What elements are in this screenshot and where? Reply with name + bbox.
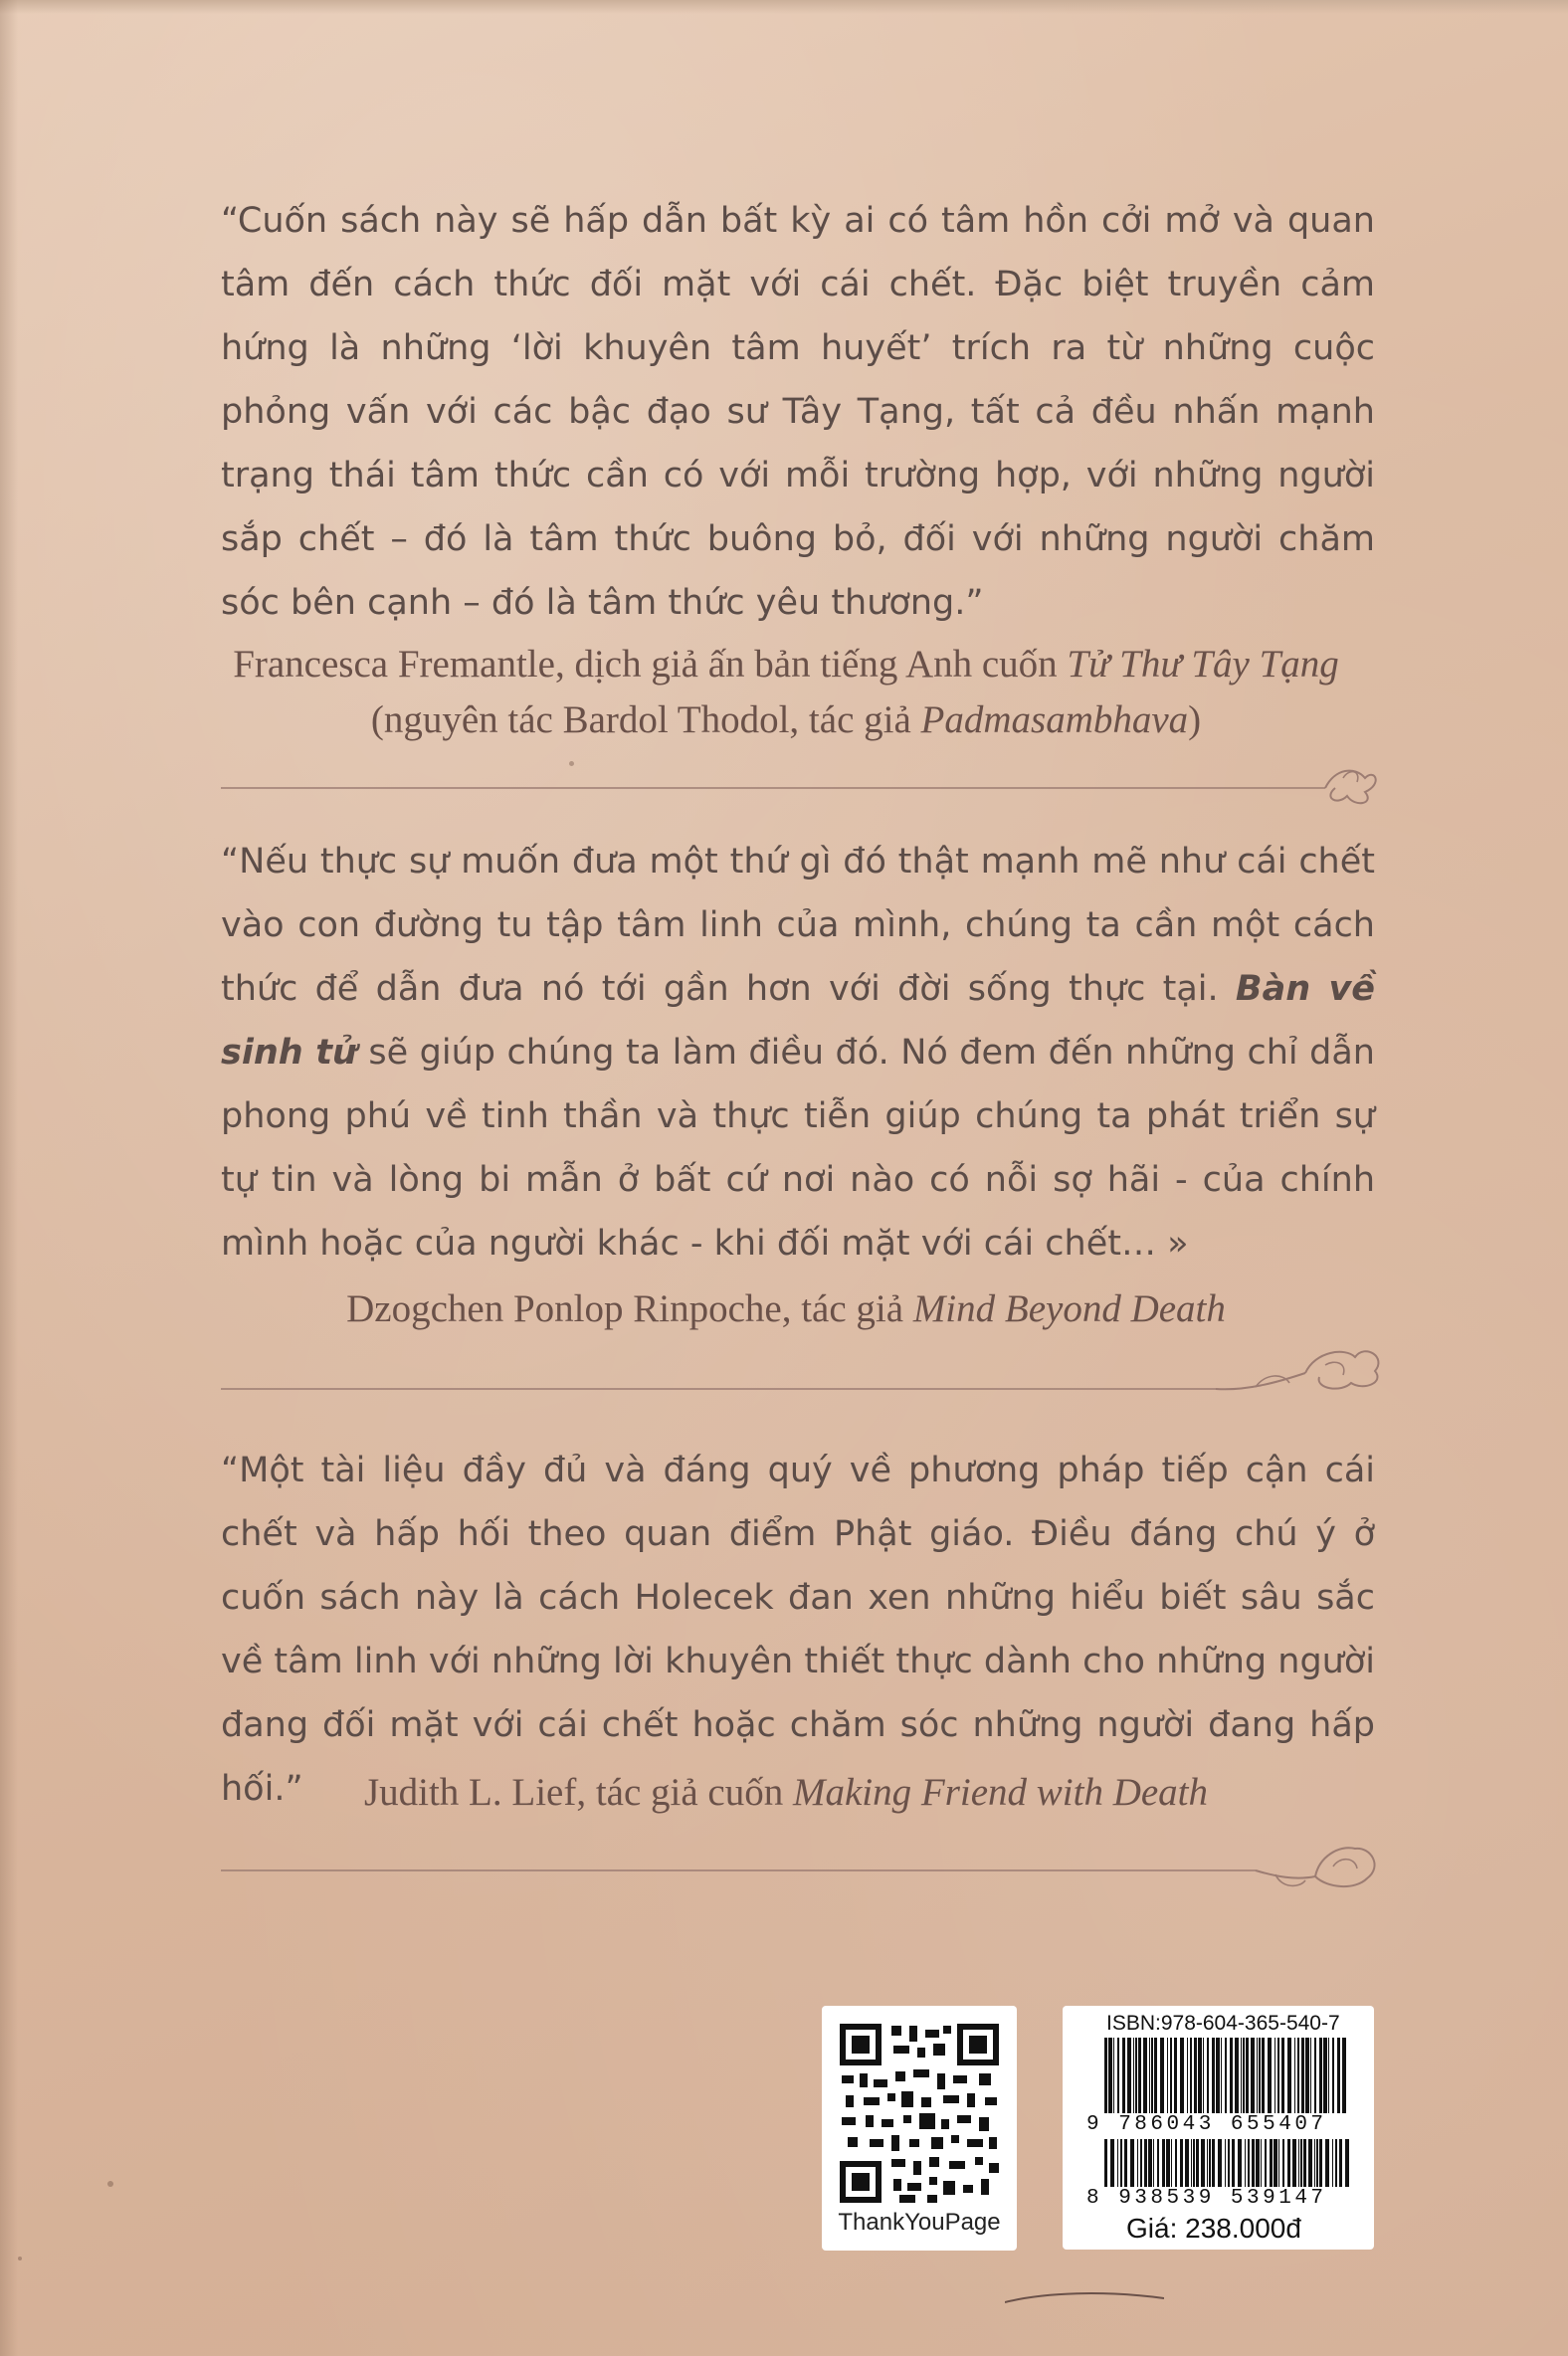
barcode-bar	[1305, 2038, 1309, 2113]
barcode-bar	[1180, 2139, 1183, 2187]
quote-1-text: “Cuốn sách này sẽ hấp dẫn bất kỳ ai có tâm hồn cởi mở và quan tâm đến cách thức đối mặt với cái chết. Đặc biệt truyền cảm hứng là những ‘lời khuyên tâm huyết’ trích ra từ những cuộc phỏng vấn với các bậc đạo sư Tây Tạng, tất cả đều nhấn mạnh trạng thái tâm thức cần có với mỗi trường hợp, với những người sắp chết – đó là tâm thức buông bỏ, đối với những người chăm sóc bên cạnh – đó là tâm thức yêu thương.”	[221, 201, 1375, 623]
barcode-bar	[1154, 2038, 1157, 2113]
quote-3-attribution-title: Making Friend with Death	[793, 1771, 1209, 1814]
quote-2-attribution-name: Dzogchen Ponlop Rinpoche, tác giả	[346, 1287, 913, 1330]
barcode-bar	[1212, 2038, 1215, 2113]
barcode-bar	[1281, 2038, 1284, 2113]
barcode-bar	[1117, 2139, 1118, 2187]
quote-1-attribution-author: Padmasambhava	[920, 698, 1189, 741]
barcode-bar	[1143, 2038, 1147, 2113]
barcode-bar	[1303, 2139, 1306, 2187]
barcode-bar	[1216, 2038, 1220, 2113]
barcode-bar	[1316, 2139, 1318, 2187]
barcode-bar	[1104, 2038, 1107, 2113]
barcode-bar	[1175, 2139, 1177, 2187]
floral-divider-1	[221, 748, 1385, 818]
barcode-bar	[1149, 2038, 1150, 2113]
quote-1-attribution-title: Tử Thư Tây Tạng	[1067, 643, 1339, 686]
barcode-bar	[1137, 2139, 1138, 2187]
barcode-bar	[1301, 2038, 1304, 2113]
barcode-bar	[1241, 2038, 1242, 2113]
barcode-bar	[1196, 2139, 1199, 2187]
barcode-bar	[1308, 2139, 1312, 2187]
barcode-bar	[1153, 2139, 1154, 2187]
quote-1	[221, 189, 1375, 635]
barcode-bar	[1292, 2139, 1296, 2187]
barcode-bar	[1122, 2038, 1125, 2113]
quote-1-attribution-name: Francesca Fremantle, dịch giả ấn bản tiếng Anh cuốn	[233, 643, 1068, 686]
barcode-bar	[1198, 2038, 1202, 2113]
barcode-bar	[1207, 2139, 1208, 2187]
barcode-bar	[1287, 2139, 1290, 2187]
price-label: Giá: 238.000đ	[1126, 2213, 1301, 2244]
barcode-bar	[1135, 2038, 1137, 2113]
barcode-bar	[1319, 2038, 1322, 2113]
barcode-bar	[1167, 2038, 1168, 2113]
speckle	[18, 2257, 22, 2260]
barcode-bar	[1110, 2139, 1114, 2187]
quote-3	[221, 1439, 1375, 1821]
speckle	[107, 2181, 113, 2187]
barcode-bar	[1342, 2038, 1346, 2113]
isbn-barcode-digits: 9 786043 655407	[1086, 2113, 1327, 2136]
barcode-bar	[1194, 2038, 1197, 2113]
quote-1-attribution-source: (nguyên tác Bardol Thodol, tác giả	[370, 698, 921, 741]
barcode-bar	[1345, 2139, 1349, 2187]
barcode-bar	[1274, 2038, 1275, 2113]
barcode-card	[1063, 2006, 1374, 2250]
ean-barcode-digits: 8 938539 539147	[1086, 2187, 1327, 2210]
isbn-barcode	[1104, 2038, 1353, 2119]
barcode-bar	[1170, 2038, 1172, 2113]
barcode-bar	[1140, 2139, 1142, 2187]
barcode-bar	[1278, 2139, 1279, 2187]
barcode-bar	[1319, 2139, 1322, 2187]
barcode-bar	[1117, 2038, 1119, 2113]
barcode-bar	[1160, 2038, 1164, 2113]
barcode-bar	[1259, 2038, 1261, 2113]
spine-shadow	[0, 0, 18, 2356]
barcode-bar	[1218, 2139, 1222, 2187]
barcode-bar	[1133, 2038, 1134, 2113]
barcode-bar	[1261, 2139, 1262, 2187]
quote-2-book-title: Bàn về sinh tử	[221, 969, 1375, 1073]
barcode-bar	[1108, 2038, 1112, 2113]
barcode-bar	[1282, 2139, 1284, 2187]
barcode-bar	[1232, 2139, 1235, 2187]
barcode-bar	[1225, 2139, 1226, 2187]
qr-code-card[interactable]	[822, 2006, 1017, 2251]
barcode-bar	[1243, 2038, 1245, 2113]
barcode-bar	[1335, 2139, 1337, 2187]
barcode-bar	[1151, 2038, 1153, 2113]
barcode-bar	[1332, 2139, 1333, 2187]
barcode-bar	[1124, 2139, 1127, 2187]
quote-2-attribution	[199, 1281, 1373, 1337]
barcode-bar	[1209, 2139, 1211, 2187]
barcode-bar	[1203, 2038, 1204, 2113]
barcode-bar	[1148, 2139, 1152, 2187]
barcode-bar	[1251, 2038, 1255, 2113]
barcode-bar	[1235, 2038, 1239, 2113]
barcode-bar	[1325, 2139, 1329, 2187]
barcode-bar	[1268, 2038, 1272, 2113]
barcode-bar	[1180, 2038, 1184, 2113]
barcode-bar	[1138, 2038, 1141, 2113]
barcode-bar	[1130, 2139, 1134, 2187]
floral-divider-2	[221, 1333, 1385, 1403]
barcode-bar	[1252, 2139, 1255, 2187]
barcode-bar	[1314, 2139, 1315, 2187]
barcode-bar	[1212, 2139, 1215, 2187]
qr-code-icon	[840, 2024, 999, 2203]
barcode-bar	[1310, 2038, 1311, 2113]
barcode-bar	[1120, 2139, 1122, 2187]
barcode-bar	[1277, 2038, 1279, 2113]
barcode-bar	[1221, 2038, 1222, 2113]
bottom-swash	[1005, 2288, 1164, 2308]
quote-1-attribution-close: )	[1188, 698, 1202, 741]
barcode-bar	[1185, 2139, 1189, 2187]
barcode-bar	[1298, 2139, 1299, 2187]
barcode-bar	[1332, 2038, 1334, 2113]
barcode-bar	[1157, 2139, 1159, 2187]
top-shadow	[0, 0, 1568, 14]
barcode-bar	[1113, 2038, 1114, 2113]
barcode-bar	[1171, 2139, 1172, 2187]
barcode-bar	[1270, 2139, 1273, 2187]
quote-2-text-start: “Nếu thực sự muốn đưa một thứ gì đó thật mạnh mẽ như cái chết vào con đường tu tập tâm linh của mình, chúng ta cần một cách thức để dẫn đưa nó tới gần hơn với đời sống thực tại.	[221, 842, 1375, 1009]
barcode-bar	[1230, 2038, 1233, 2113]
barcode-bar	[1104, 2139, 1107, 2187]
barcode-bar	[1294, 2038, 1295, 2113]
barcode-bar	[1193, 2139, 1195, 2187]
barcode-bar	[1225, 2038, 1227, 2113]
barcode-bar	[1144, 2139, 1147, 2187]
barcode-bar	[1328, 2038, 1329, 2113]
quote-3-attribution-name: Judith L. Lief, tác giả cuốn	[363, 1771, 793, 1814]
barcode-bar	[1207, 2038, 1209, 2113]
quote-1-attribution	[199, 637, 1373, 748]
quote-2-attribution-title: Mind Beyond Death	[912, 1287, 1226, 1330]
barcode-bar	[1265, 2139, 1267, 2187]
barcode-bar	[1174, 2038, 1177, 2113]
quote-3-text: “Một tài liệu đầy đủ và đáng quý về phương pháp tiếp cận cái chết và hấp hối theo quan điểm Phật giáo. Điều đáng chú ý ở cuốn sách này là cách Holecek đan xen những hiểu biết sâu sắc về tâm linh với những lời khuyên thiết thực dành cho những người đang đối mặt với cái chết hoặc chăm sóc những người đang hấp hối.”	[221, 1451, 1375, 1809]
barcode-bar	[1162, 2139, 1165, 2187]
qr-code-label: ThankYouPage	[838, 2209, 1001, 2236]
barcode-bar	[1166, 2139, 1170, 2187]
barcode-bar	[1297, 2038, 1299, 2113]
barcode-bar	[1339, 2139, 1342, 2187]
barcode-bar	[1287, 2038, 1291, 2113]
barcode-bar	[1323, 2038, 1327, 2113]
barcode-bar	[1191, 2139, 1192, 2187]
floral-divider-3	[221, 1827, 1385, 1896]
quote-3-attribution	[199, 1765, 1373, 1821]
quote-2-text-end: sẽ giúp chúng ta làm điều đó. Nó đem đến những chỉ dẫn phong phú về tinh thần và thực tiễn giúp chúng ta phát triển sự tự tin và lòng bi mẫn ở bất cứ nơi nào có nỗi sợ hãi - của chính mình hoặc của người khác - khi đối mặt với cái chết… »	[221, 1033, 1375, 1264]
barcode-bar	[1245, 2139, 1246, 2187]
quote-2	[221, 830, 1375, 1276]
barcode-bar	[1187, 2038, 1188, 2113]
barcode-bar	[1337, 2038, 1340, 2113]
barcode-bar	[1248, 2139, 1250, 2187]
barcode-bar	[1238, 2139, 1242, 2187]
isbn-label: ISBN:978-604-365-540-7	[1106, 2012, 1340, 2035]
barcode-bar	[1314, 2038, 1316, 2113]
barcode-bar	[1246, 2038, 1249, 2113]
barcode-bar	[1127, 2038, 1131, 2113]
barcode-bar	[1190, 2038, 1192, 2113]
barcode-bar	[1257, 2038, 1258, 2113]
speckle	[569, 761, 574, 766]
barcode-bar	[1300, 2139, 1302, 2187]
barcode-bar	[1262, 2038, 1265, 2113]
barcode-bar	[1274, 2139, 1277, 2187]
barcode-bar	[1256, 2139, 1260, 2187]
barcode-bar	[1228, 2139, 1230, 2187]
barcode-bar	[1201, 2139, 1205, 2187]
